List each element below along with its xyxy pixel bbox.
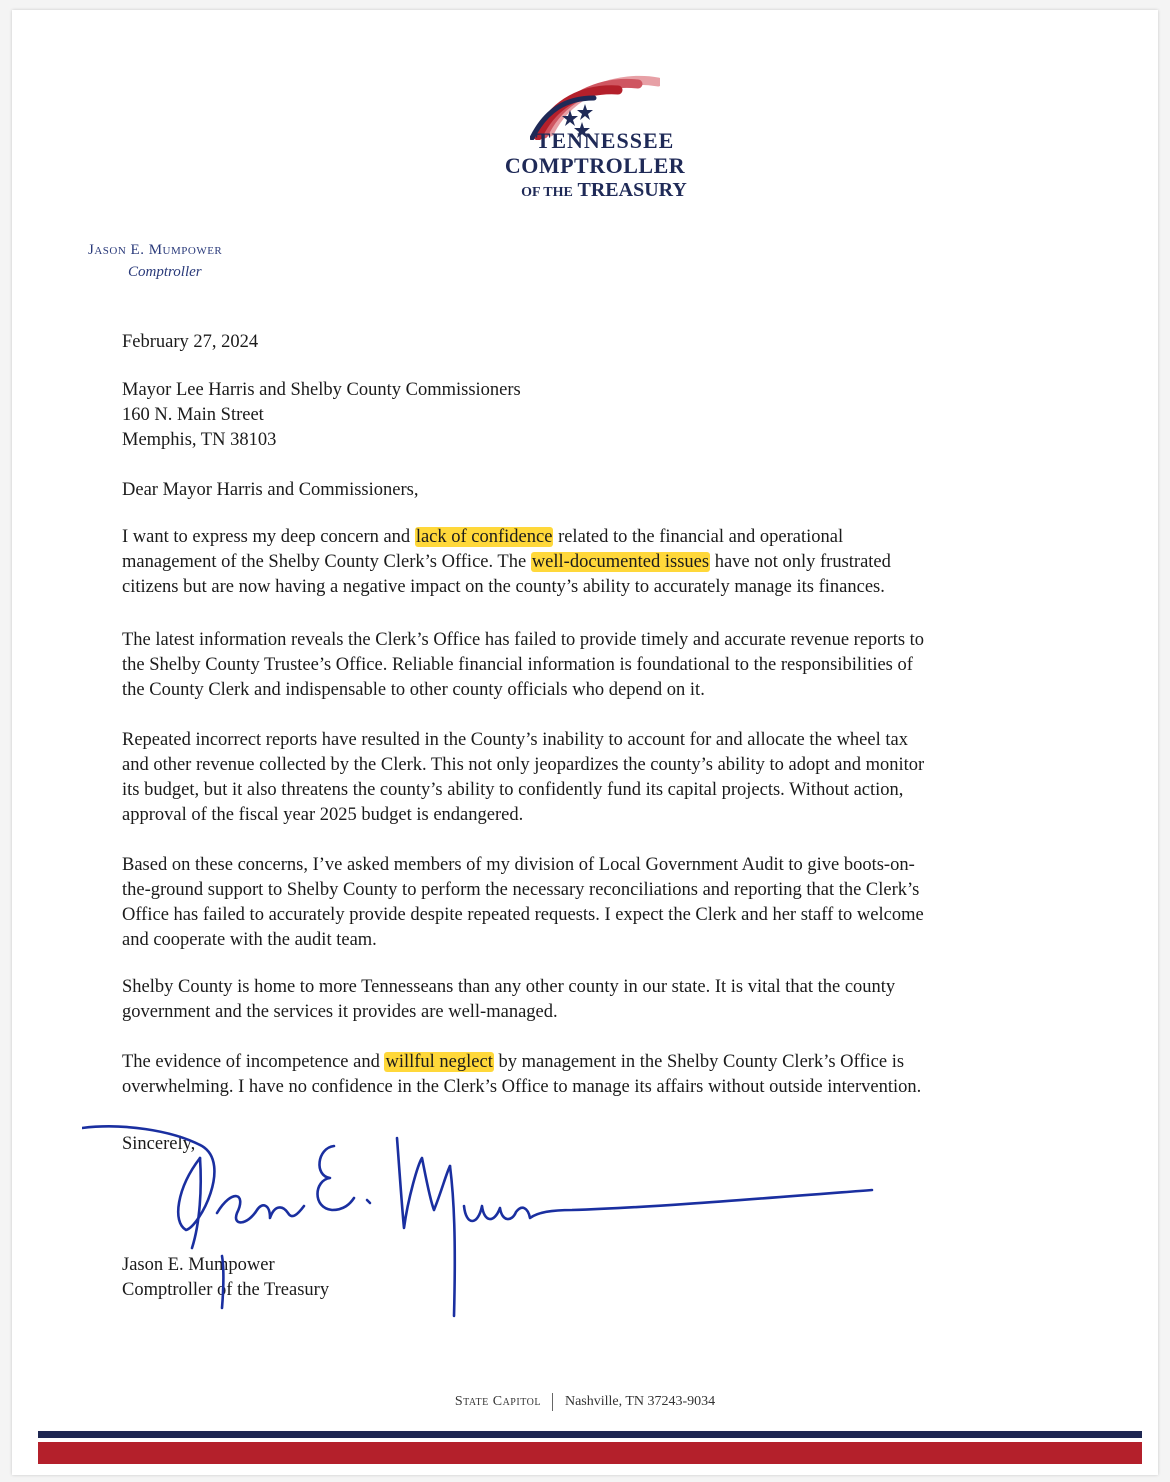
- letter-date: February 27, 2024: [122, 332, 259, 352]
- footer-red-bar: [38, 1442, 1142, 1464]
- paragraph-6: [122, 1050, 1072, 1100]
- paragraph-line: Office has failed to accurately provide despite repeated requests. I expect the Clerk and her staff to welcome: [122, 905, 924, 925]
- paragraph-4: [122, 853, 1072, 953]
- text-run: I want to express my deep concern and: [122, 527, 415, 547]
- handwritten-signature: [82, 1118, 882, 1338]
- paragraph-line: its budget, but it also threatens the county’s ability to confidently fund its capital projects. Without action,: [122, 780, 904, 800]
- highlight-well-documented-issues: well-documented issues: [531, 552, 710, 572]
- paragraph-1: [122, 525, 1072, 600]
- paragraph-line: the-ground support to Shelby County to perform the necessary reconciliations and reporting that the Clerk’s: [122, 880, 920, 900]
- paragraph-line: citizens but are now having a negative impact on the county’s ability to accurately manage its finances.: [122, 577, 885, 597]
- recipient-address: [122, 378, 521, 453]
- paragraph-line: government and the services it provides are well-managed.: [122, 1002, 558, 1022]
- highlight-willful-neglect: willful neglect: [385, 1052, 493, 1072]
- logo-line-tennessee: TENNESSEE: [535, 128, 675, 153]
- paragraph-5: [122, 975, 1072, 1025]
- paragraph-line: the County Clerk and indispensable to other county officials who depend on it.: [122, 680, 705, 700]
- paragraph-line: Shelby County is home to more Tennesseans than any other county in our state. It is vital that the county: [122, 977, 896, 997]
- paragraph-line: approval of the fiscal year 2025 budget is endangered.: [122, 805, 524, 825]
- paragraph-line: [122, 525, 1072, 550]
- text-run: The evidence of incompetence and: [122, 1052, 385, 1072]
- signer-name: Jason E. Mumpower: [122, 1255, 275, 1275]
- paragraph-line: and cooperate with the audit team.: [122, 930, 377, 950]
- text-run: related to the financial and operational: [553, 527, 844, 547]
- signer-title: Comptroller of the Treasury: [122, 1280, 330, 1300]
- paragraph-line: Repeated incorrect reports have resulted in the County’s inability to account for and allocate the wheel tax: [122, 730, 908, 750]
- logo-treasury: TREASURY: [577, 179, 687, 201]
- paragraph-line: and other revenue collected by the Clerk. This not only jeopardizes the county’s ability to adopt and monitor: [122, 755, 925, 775]
- footer-address: Nashville, TN 37243-9034: [564, 1394, 716, 1410]
- address-line: Memphis, TN 38103: [122, 430, 277, 450]
- paragraph-line: [122, 550, 1072, 575]
- comptroller-logo: [490, 70, 700, 220]
- paragraph-2: [122, 628, 1072, 703]
- text-run: management of the Shelby County Clerk’s Office. The: [122, 552, 531, 572]
- paragraph-line: the Shelby County Trustee’s Office. Reliable financial information is foundational to the responsibilities of: [122, 655, 913, 675]
- footer-state-capitol: State Capitol: [454, 1394, 541, 1410]
- footer-divider: [552, 1393, 553, 1411]
- footer-blue-bar: [38, 1431, 1142, 1438]
- address-line: 160 N. Main Street: [122, 405, 264, 425]
- text-run: have not only frustrated: [710, 552, 891, 572]
- paragraph-line: The latest information reveals the Clerk’s Office has failed to provide timely and accurate revenue reports to: [122, 630, 925, 650]
- letterhead-title: Comptroller: [128, 264, 202, 280]
- text-run: by management in the Shelby County Clerk’s Office is: [493, 1052, 905, 1072]
- letterhead-name: Jason E. Mumpower: [88, 242, 223, 258]
- logo-line-comptroller: COMPTROLLER: [504, 153, 686, 178]
- paragraph-3: [122, 728, 1072, 828]
- closing: Sincerely,: [122, 1134, 196, 1154]
- letter-page: [12, 10, 1158, 1475]
- address-line: Mayor Lee Harris and Shelby County Commissioners: [122, 380, 521, 400]
- paragraph-line: overwhelming. I have no confidence in the Clerk’s Office to manage its affairs without outside intervention.: [122, 1077, 922, 1097]
- paragraph-line: [122, 1050, 1072, 1075]
- salutation: Dear Mayor Harris and Commissioners,: [122, 480, 419, 500]
- paragraph-line: Based on these concerns, I’ve asked members of my division of Local Government Audit to give boots-on-: [122, 855, 915, 875]
- letter-footer: [12, 1393, 1158, 1411]
- logo-of-the: OF THE: [521, 185, 573, 200]
- logo-line-treasury: [508, 180, 700, 200]
- highlight-lack-of-confidence: lack of confidence: [415, 527, 553, 547]
